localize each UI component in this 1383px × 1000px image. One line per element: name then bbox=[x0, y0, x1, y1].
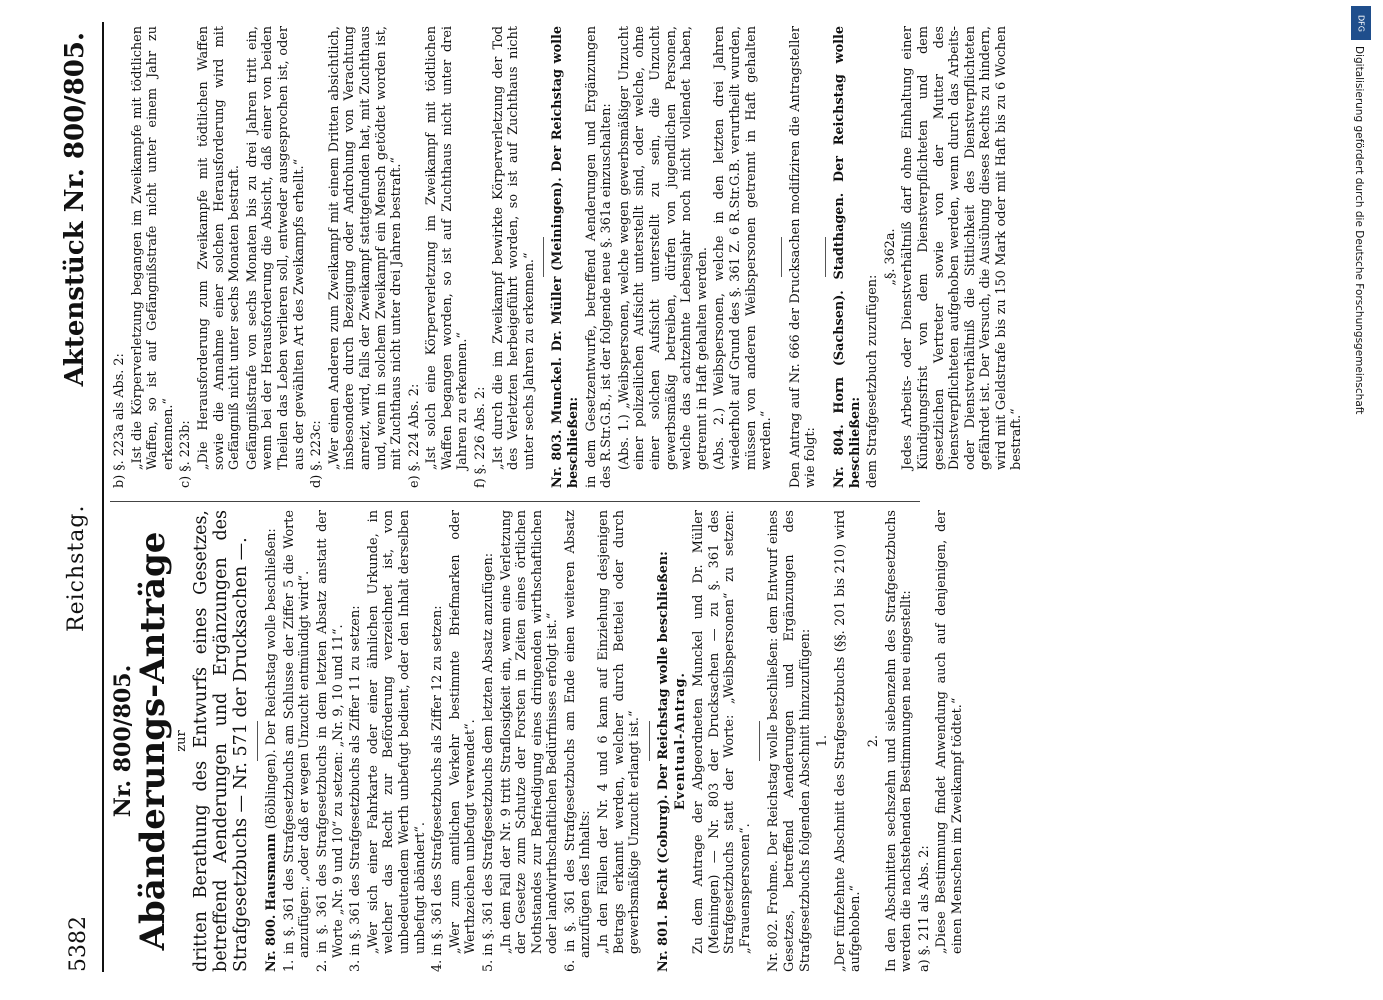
p804-text: dem Strafgesetzbuch zuzufügen: bbox=[865, 274, 881, 488]
p802-1: „Der fünfzehnte Abschnitt des Strafgesetzbuchs (§§. 201 bis 210) wird aufgehoben.“ bbox=[832, 510, 864, 972]
separator bbox=[649, 721, 650, 761]
p802-a: a) §. 211 als Abs. 2: bbox=[916, 845, 932, 972]
header-center: Reichstag. bbox=[64, 504, 89, 632]
p800-nr: Nr. 800. bbox=[264, 914, 280, 972]
doc-title: Nr. 800/805. bbox=[110, 664, 136, 818]
left-column bbox=[112, 510, 968, 972]
p801-text: Zu dem Antrage der Abgeordneten Munckel und Dr. Müller (Meiningen) — Nr. 803 der Drucksachen — zu §. 361 des Strafgesetzbuchs statt der Worte: „Weibspersonen“ zu setzen: „Frauenspersonen“. bbox=[691, 510, 753, 954]
dfg-logo-icon: DFG bbox=[1351, 6, 1371, 40]
right-column bbox=[112, 26, 1027, 488]
page-header bbox=[60, 22, 100, 972]
separator bbox=[759, 721, 760, 761]
sec-c: c) §. 223b: bbox=[178, 420, 194, 488]
p800 bbox=[264, 510, 280, 972]
p802-head: Nr. 802. Frohme. Der Reichstag wolle beschließen: dem Entwurf eines Gesetzes, betreffend Aenderungen und Ergänzungen des Strafgesetzbuchs folgenden Abschnitt hinzuzufügen: bbox=[766, 510, 813, 972]
item-6-quote: „In den Fällen der Nr. 4 und 6 kann auf Einziehung desjenigen Betrags erkannt werden, welcher durch Bettelei oder durch gewerbsmäßige Unzucht erlangt ist.“ bbox=[596, 510, 643, 954]
p804-section: „§. 362a. bbox=[882, 228, 898, 286]
p803-text: in dem Gesetzentwurfe, betreffend Aenderungen und Ergänzungen des R.Str.G.B., ist der folgende neue §. 361a einzuschalten: bbox=[583, 26, 615, 488]
separator bbox=[543, 237, 544, 277]
sec-c-quote-2: Gefängnißstrafe von sechs Monaten bis zu drei Jahren tritt ein, wenn bei der Herausforderung die Absicht, daß einer von beiden Theilen das Leben verlieren soll, entweder ausgesprochen ist, oder aus der gewählten Art des Zweikampfs erhellt.“ bbox=[244, 26, 307, 470]
item-4: 4. in §. 361 des Strafgesetzbuchs als Ziffer 12 zu setzen: bbox=[430, 605, 446, 972]
p804-head: Nr. 804. Horn (Sachsen). Stadthagen. Der Reichstag wolle beschließen: bbox=[831, 26, 863, 488]
p804-quote: Jedes Arbeits- oder Dienstverhältniß darf ohne Einhaltung einer Kündigungsfrist von dem Dienstverpflichteten und dem gesetzlichen Vertreter sowie von der Mutter des Dienstverpflichteten aufgehoben werden, wenn durch das Arbeits- oder Dienstverhältniß die Sittlichkeit des Dienstverpflichteten gefährdet ist. Der Versuch, die Ausübung dieses Rechts zu hindern, wird mit Geldstrafe bis zu 150 Mark oder mit Haft bis zu 6 Wochen bestraft.“ bbox=[900, 26, 1025, 470]
sec-d: d) §. 223c: bbox=[309, 420, 325, 488]
digitization-note: Digitalisierung gefördert durch die Deutsche Forschungsgemeinschaft bbox=[1353, 46, 1365, 415]
p801-head: Nr. 801. Becht (Coburg). Der Reichstag wolle beschließen: bbox=[655, 551, 671, 972]
sec-f: f) §. 226 Abs. 2: bbox=[473, 386, 489, 488]
doc-heading: Abänderungs-Anträge bbox=[132, 531, 173, 951]
item-5-quote: „In dem Fall der Nr. 9 tritt Straflosigkeit ein, wenn eine Verletzung der Gesetze zum Schutze der Forsten in Zeiten eines örtlichen Nothstandes zur Befriedigung eines dringenden wirthschaftlichen oder landwirthschaftlichen Bedürfnisses erfolgt ist.“ bbox=[498, 510, 561, 954]
separator bbox=[781, 237, 782, 277]
separator bbox=[257, 721, 258, 761]
sec-f-quote: „Ist durch die im Zweikampf bewirkte Körperverletzung der Tod des Verletzten herbeigeführt worden, so ist auf Zuchthaus nicht unter sechs Jahren zu erkennen.“ bbox=[490, 26, 537, 470]
eventual-heading: Eventual-Antrag. bbox=[673, 672, 689, 810]
item-1: 1. in §. 361 des Strafgesetzbuchs am Schlusse der Ziffer 5 die Worte anzufügen: „oder daß er wegen Unzucht entmündigt wird“. bbox=[281, 510, 313, 972]
sec-d-quote: „Wer einen Anderen zum Zweikampf mit einem Dritten absichtlich, insbesondere durch Bezeigung oder Androhung von Verachtung anreizt, wird, falls der Zweikampf stattgefunden hat, mit Zuchthaus und, wenn in solchem Zweikampf ein Mensch getödtet worden ist, mit Zuchthaus nicht unter drei Jahren bestraft.“ bbox=[326, 26, 405, 470]
item-3: 3. in §. 361 des Strafgesetzbuchs als Ziffer 11 zu setzen: bbox=[348, 605, 364, 972]
p803-quote-1: (Abs. 1.) „Weibspersonen, welche wegen gewerbsmäßiger Unzucht einer polizeilichen Aufsicht unterstellt sind, oder welche, ohne einer solchen Aufsicht unterstellt zu sein, die Unzucht gewerbsmäßig betreiben, dürfen von jugendlichen Personen, welche das achtzehnte Lebensjahr noch nicht vollendet haben, getrennt in Haft gehalten werden. bbox=[616, 26, 710, 470]
sec-c-quote: „Die Herausforderung zum Zweikampfe mit tödtlichen Waffen sowie die Annahme einer solchen Herausforderung wird mit Gefängniß nicht unter sechs Monaten bestraft. bbox=[195, 26, 243, 470]
p802-n1: 1. bbox=[815, 734, 831, 748]
p803-end: Den Antrag auf Nr. 666 der Drucksachen modifiziren die Antragsteller wie folgt: bbox=[787, 26, 819, 488]
zur-text: zur bbox=[173, 730, 189, 752]
item-5: 5. in §. 361 des Strafgesetzbuchs dem letzten Absatz anzufügen: bbox=[480, 552, 496, 972]
item-4-quote: „Wer zum amtlichen Verkehr bestimmte Briefmarken oder Werthzeichen unbefugt verwendet“. bbox=[447, 510, 479, 954]
sec-e: e) §. 224 Abs. 2: bbox=[406, 383, 422, 488]
page-number: 5382 bbox=[66, 916, 91, 972]
header-rule bbox=[102, 22, 104, 972]
item-2: 2. in §. 361 des Strafgesetzbuchs in dem letzten Absatz anstatt der Worte „Nr. 9 und 10“ zu setzen: „Nr. 9, 10 und 11“. bbox=[314, 510, 346, 972]
side-credit bbox=[1347, 0, 1375, 1000]
sec-b-quote: „Ist die Körperverletzung begangen im Zweikampfe mit tödtlichen Waffen, so ist auf Gefängnißstrafe nicht unter einem Jahr zu erkennen.“ bbox=[129, 26, 176, 470]
p803-quote-2: (Abs. 2.) Weibspersonen, welche in den letzten drei Jahren wiederholt auf Grund des §. 361 Z. 6 R.Str.G.B. verurtheilt wurden, müssen von anderen Weibspersonen getrennt in Haft gehalten werden.“ bbox=[712, 26, 775, 470]
p800-name: Hausmann bbox=[264, 833, 280, 911]
sec-e-quote: „Ist solch eine Körperverletzung im Zweikampf mit tödtlichen Waffen begangen worden, so ist auf Zuchthaus nicht unter drei Jahren zu erkennen.“ bbox=[424, 26, 471, 470]
p802-n2: 2. bbox=[865, 734, 881, 748]
item-3-quote: „Wer sich einer Fahrkarte oder einer ähnlichen Urkunde, in welcher das Recht zur Beförderung verzeichnet ist, von unbedeutendem Werth unbefugt bedient, oder den Inhalt derselben unbefugt abändert“. bbox=[365, 510, 428, 954]
p802-2: In den Abschnitten sechszehn und siebenzehn des Strafgesetzbuchs werden die nachstehenden Bestimmungen neu eingestellt: bbox=[883, 510, 915, 972]
p803-head: Nr. 803. Munckel. Dr. Müller (Meiningen). Der Reichstag wolle beschließen: bbox=[550, 26, 582, 488]
doc-subtitle: dritten Berathung des Entwurfs eines Gesetzes, betreffend Aenderungen und Ergänzungen des Strafgesetzbuchs — Nr. 571 der Drucksachen —. bbox=[191, 510, 252, 972]
p802-a-quote: „Diese Bestimmung findet Anwendung auch auf denjenigen, der einen Menschen im Zweikampf tödtet.“ bbox=[934, 510, 965, 954]
p800-text: (Böblingen). Der Reichstag wolle beschließen: bbox=[264, 528, 280, 830]
separator bbox=[825, 237, 826, 277]
item-6: 6. in §. 361 des Strafgesetzbuchs am Ende einen weiteren Absatz anzufügen des Inhalts: bbox=[562, 510, 594, 972]
sec-b: b) §. 223a als Abs. 2: bbox=[112, 353, 127, 488]
column-divider bbox=[110, 501, 920, 502]
header-right: Aktenstück Nr. 800/805. bbox=[60, 32, 90, 387]
